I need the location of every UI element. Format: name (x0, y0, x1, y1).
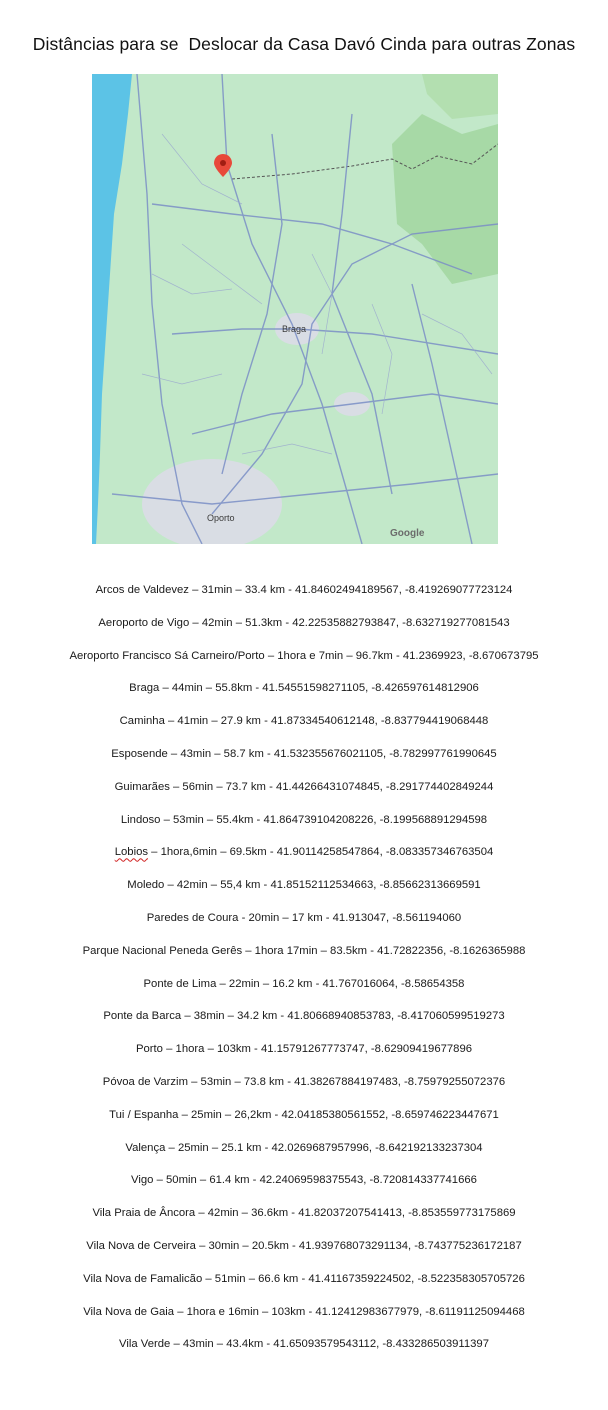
destination-item (0, 1336, 608, 1369)
destinations-list (0, 582, 608, 1369)
destination-details: – 22min – 16.2 km - 41.767016064, -8.58654358 (216, 977, 465, 990)
destination-item (0, 615, 608, 648)
destination-name: Lindoso (120, 813, 161, 826)
destination-details: – 30min – 20.5km - 41.939768073291134, -8.743775236172187 (195, 1239, 522, 1252)
destination-item (0, 910, 608, 943)
destination-item (0, 1205, 608, 1238)
destination-name: Valença (125, 1141, 166, 1154)
destination-details: – 1hora e 7min – 96.7km - 41.2369923, -8.670673795 (264, 649, 539, 662)
destination-item (0, 746, 608, 779)
destination-item (0, 680, 608, 713)
destination-details: – 53min – 55.4km - 41.864739104208226, -8.199568891294598 (160, 813, 488, 826)
destination-name: Póvoa de Varzim (102, 1075, 188, 1088)
destination-item (0, 976, 608, 1009)
destination-item (0, 648, 608, 681)
destination-details: – 1hora – 103km - 41.15791267773747, -8.62909419677896 (162, 1043, 473, 1056)
destination-item (0, 812, 608, 845)
destination-item (0, 943, 608, 976)
destination-name: Braga (129, 682, 160, 695)
destination-details: – 43min – 43.4km - 41.65093579543112, -8.433286503911397 (170, 1338, 489, 1351)
map-label-braga: Braga (282, 324, 307, 334)
destination-name: Paredes de Coura (146, 911, 239, 924)
destination-name: Aeroporto de Vigo (98, 616, 190, 629)
destination-name: Porto (135, 1043, 163, 1056)
destination-name: Vila Nova de Gaia (83, 1305, 175, 1318)
destination-details: – 25min – 26,2km - 42.04185380561552, -8.659746223447671 (178, 1108, 499, 1121)
destination-name: Arcos de Valdevez (95, 584, 189, 596)
destination-name: Vila Verde (119, 1338, 171, 1351)
destination-item (0, 1107, 608, 1140)
map-label-oporto: Oporto (207, 513, 235, 523)
destination-details: – 31min – 33.4 km - 41.84602494189567, -8.419269077723124 (188, 584, 513, 596)
destination-item (0, 1140, 608, 1173)
destination-item (0, 1271, 608, 1304)
destination-name: Ponte de Lima (143, 977, 217, 990)
destination-item (0, 713, 608, 746)
destination-details: – 25min – 25.1 km - 42.0269687957996, -8.642192133237304 (165, 1141, 483, 1154)
destination-name: Esposende (111, 747, 168, 760)
google-logo: Google (390, 528, 425, 539)
destination-details: – 50min – 61.4 km - 42.24069598375543, -8.720814337741666 (153, 1174, 477, 1187)
destination-name: Ponte da Barca (103, 1010, 182, 1023)
destination-name: Aeroporto Francisco Sá Carneiro/Porto (69, 649, 265, 662)
destination-name: Vila Nova de Cerveira (86, 1239, 196, 1252)
destination-name: Caminha (119, 715, 165, 728)
destination-item (0, 844, 608, 877)
destination-item (0, 1074, 608, 1107)
destination-details: – 38min – 34.2 km - 41.80668940853783, -8.417060599519273 (181, 1010, 505, 1023)
destination-item (0, 877, 608, 910)
destination-name: Parque Nacional Peneda Gerês (82, 944, 243, 957)
destination-details: – 1hora,6min – 69.5km - 41.90114258547864, -8.083357346763504 (148, 846, 494, 859)
destination-details: - 20min – 17 km - 41.913047, -8.561194060 (238, 911, 462, 924)
destination-name: Guimarães (114, 780, 170, 793)
destination-details: – 51min – 66.6 km - 41.41167359224502, -8.522358305705726 (202, 1272, 525, 1285)
destination-item (0, 582, 608, 615)
destination-item (0, 1041, 608, 1074)
destination-details: – 1hora 17min – 83.5km - 41.72822356, -8.1626365988 (242, 944, 526, 957)
destination-details: – 42min – 51.3km - 42.22535882793847, -8.632719277081543 (189, 616, 510, 629)
map-image (92, 74, 498, 544)
destination-details: – 42min – 36.6km - 41.82037207541413, -8.853559773175869 (195, 1207, 516, 1220)
destination-name: Vila Nova de Famalicão (83, 1272, 203, 1285)
destination-name: Vila Praia de Âncora (92, 1207, 196, 1220)
page-title: Distâncias para se Deslocar da Casa Davó Cinda para outras Zonas (32, 34, 576, 54)
destination-details: – 56min – 73.7 km - 41.44266431074845, -8.291774402849244 (169, 780, 494, 793)
destination-details: – 1hora e 16min – 103km - 41.12412983677979, -8.61191125094468 (174, 1305, 525, 1318)
destination-name: Lobios (114, 846, 149, 859)
destination-details: – 53min – 73.8 km - 41.38267884197483, -8.75979255072376 (187, 1075, 506, 1088)
destination-item (0, 1172, 608, 1205)
destination-item (0, 779, 608, 812)
destination-item (0, 1238, 608, 1271)
destination-name: Moledo (127, 879, 165, 892)
destination-details: – 43min – 58.7 km - 41.532355676021105, -8.782997761990645 (167, 747, 497, 760)
destination-item (0, 1008, 608, 1041)
destination-name: Vigo (131, 1174, 154, 1187)
destination-details: – 41min – 27.9 km - 41.87334540612148, -8.837794419068448 (164, 715, 489, 728)
destination-details: – 44min – 55.8km - 41.54551598271105, -8.426597614812906 (159, 682, 479, 695)
destination-name: Tui / Espanha (109, 1108, 179, 1121)
destination-item (0, 1304, 608, 1337)
destination-details: – 42min – 55,4 km - 41.85152112534663, -8.85662313669591 (164, 879, 481, 892)
